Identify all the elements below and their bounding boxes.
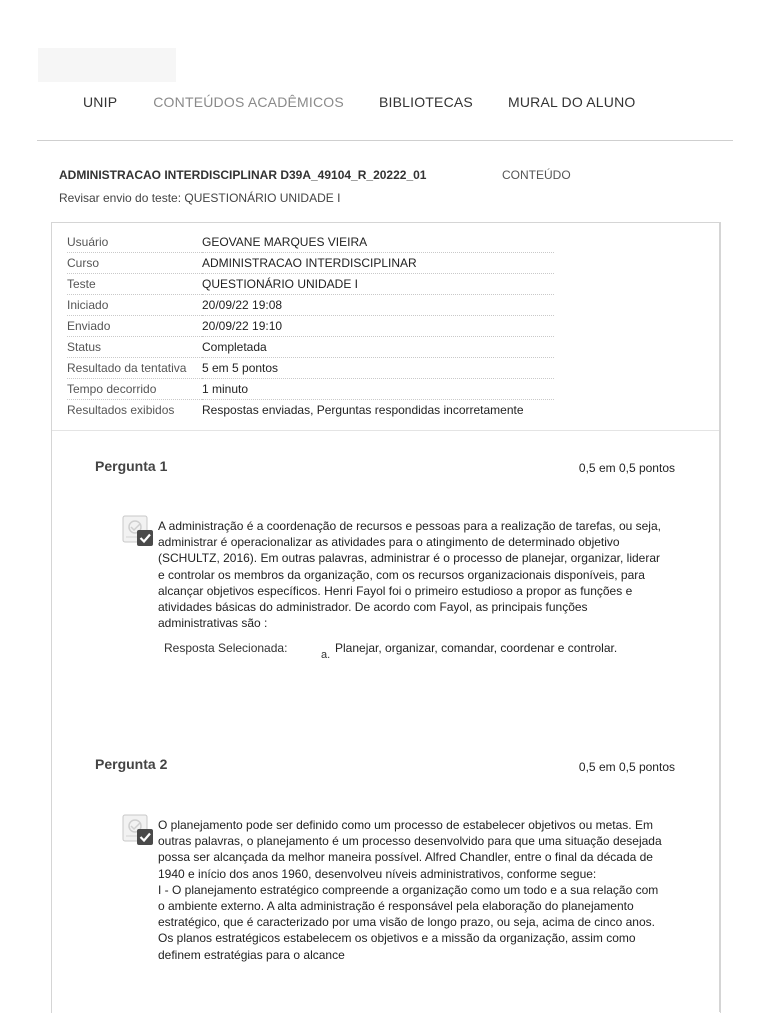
page-title: Revisar envio do teste: QUESTIONÁRIO UNIDADE I [59, 191, 341, 205]
summary-label: Resultado da tentativa [67, 358, 202, 379]
review-panel [51, 222, 721, 1013]
question-2-paragraph: O planejamento pode ser definido como um processo de estabelecer objetivos ou metas. Em outras palavras, o planejamento é um processo desenvolvido para que uma situação desejada possa ser alcançada da melhor maneira possível. Alfred Chandler, entre o final da década de 1940 e início dos anos 1960, desenvolveu níveis administrativos, conforme segue: [158, 818, 662, 881]
summary-label: Teste [67, 274, 202, 295]
summary-value: ADMINISTRACAO INTERDISCIPLINAR [202, 253, 554, 274]
summary-row [67, 337, 554, 358]
summary-value: Respostas enviadas, Perguntas respondidas incorretamente [202, 403, 524, 417]
question-1-points: 0,5 em 0,5 pontos [578, 461, 675, 475]
selected-answer-label: Resposta Selecionada: [164, 641, 288, 655]
summary-value: 20/09/22 19:08 [202, 295, 554, 316]
question-1-title: Pergunta 1 [95, 458, 168, 474]
summary-label: Resultados exibidos [67, 403, 175, 417]
question-2-text [158, 817, 663, 963]
summary-label: Curso [67, 253, 202, 274]
summary-label: Tempo decorrido [67, 379, 202, 400]
summary-value: 20/09/22 19:10 [202, 316, 554, 337]
summary-label: Iniciado [67, 295, 202, 316]
question-1-text: A administração é a coordenação de recursos e pessoas para a realização de tarefas, ou seja, administrar é operacionalizar as atividades para o atingimento de determinado objetivo (SCHULTZ, 2016). Em outras palavras, administrar é o processo de planejar, organizar, liderar e controlar os membros da organização, com os recursos organizacionais disponíveis, para alcançar objetivos específicos. Henri Fayol foi o primeiro estudioso a propor as funções e atividades básicas do administrador. De acordo com Fayol, as principais funções administrativas são : [158, 519, 661, 631]
summary-value: QUESTIONÁRIO UNIDADE I [202, 274, 554, 295]
top-nav [83, 94, 636, 110]
attempt-summary-table [67, 232, 554, 420]
logo-placeholder [38, 48, 176, 82]
summary-row [67, 232, 554, 253]
summary-label: Usuário [67, 232, 202, 253]
summary-row [67, 379, 554, 400]
summary-row [67, 316, 554, 337]
breadcrumb-section[interactable]: CONTEÚDO [502, 168, 571, 182]
summary-value: Completada [202, 337, 554, 358]
selected-answer-letter: a. [321, 649, 331, 661]
breadcrumb-course[interactable]: ADMINISTRACAO INTERDISCIPLINAR D39A_49104_R_20222_01 [59, 168, 427, 182]
summary-row [67, 400, 554, 421]
question-2-title: Pergunta 2 [95, 756, 168, 772]
question-2-points: 0,5 em 0,5 pontos [578, 760, 675, 774]
nav-item-conteudos-academicos[interactable]: CONTEÚDOS ACADÊMICOS [153, 94, 344, 110]
nav-divider [37, 140, 733, 141]
summary-value: 5 em 5 pontos [202, 358, 554, 379]
summary-row [67, 358, 554, 379]
nav-item-mural-do-aluno[interactable]: MURAL DO ALUNO [507, 94, 636, 110]
summary-value: GEOVANE MARQUES VIEIRA [202, 232, 554, 253]
nav-item-bibliotecas[interactable]: BIBLIOTECAS [378, 94, 473, 110]
summary-divider [52, 430, 720, 431]
summary-row [67, 274, 554, 295]
summary-label: Enviado [67, 316, 202, 337]
summary-row [67, 253, 554, 274]
question-2-paragraph: I - O planejamento estratégico compreende a organização como um todo e a sua relação com o ambiente externo. A alta administração é responsável pela elaboração do planejamento estratégico, que é caracterizado por uma visão de longo prazo, ou seja, acima de cinco anos. Os planos estratégicos estabelecem os objetivos e a missão da organização, assim como definem estratégias para o alcance [158, 882, 659, 962]
panel-right-border [719, 222, 720, 1012]
correct-check-icon [122, 515, 156, 549]
summary-label: Status [67, 337, 202, 358]
summary-row [67, 295, 554, 316]
correct-check-icon [122, 814, 156, 848]
selected-answer-text: Planejar, organizar, comandar, coordenar e controlar. [335, 641, 618, 655]
nav-item-unip[interactable]: UNIP [83, 94, 118, 110]
summary-value: 1 minuto [202, 379, 554, 400]
